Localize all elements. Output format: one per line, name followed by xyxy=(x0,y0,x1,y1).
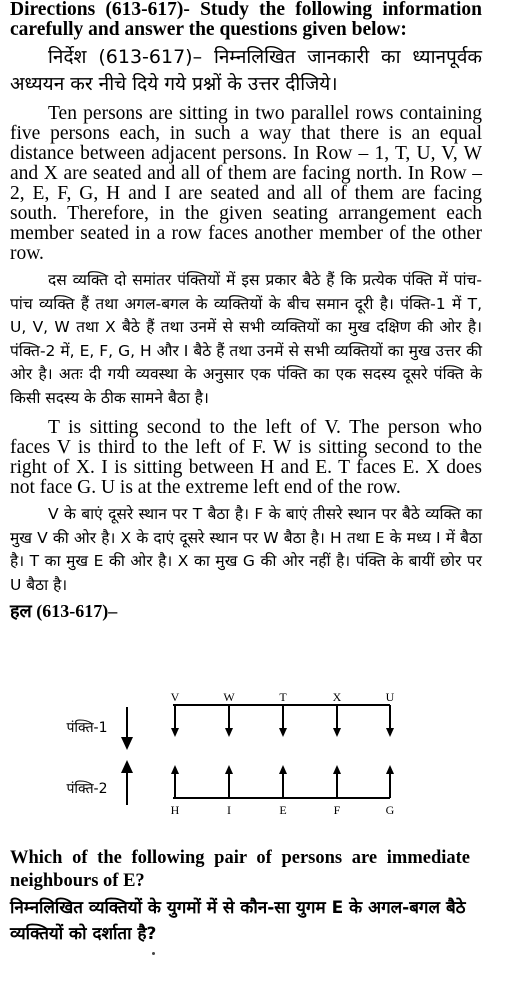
row-1-person-label: V xyxy=(170,690,180,704)
row-2-seat xyxy=(333,765,341,817)
solution-label: हल (613-617)– xyxy=(10,601,118,621)
row-1-indicator-arrow xyxy=(121,707,133,750)
row-1-person-label: T xyxy=(279,690,287,704)
arrow-up-head xyxy=(225,765,233,774)
row-1-seat xyxy=(386,690,395,737)
arrow-up-head xyxy=(386,765,394,774)
row-1-person-label: U xyxy=(385,690,395,704)
row-2-person-label: F xyxy=(333,803,341,817)
row-2-person-label: I xyxy=(227,803,231,817)
arrow-up-head xyxy=(171,765,179,774)
paragraph-2-english: T is sitting second to the left of V. The person who faces V is third to the left of F. W is sitting second to the right of X. I is sitting between H and E. T faces E. X does not face G. U is at the extreme left end of the row. xyxy=(10,417,482,498)
row-2-person-label: E xyxy=(279,803,287,817)
row-2-indicator-arrow xyxy=(121,760,133,805)
directions-hindi: निर्देश (613-617)– निम्नलिखित जानकारी का ध्यानपूर्वक अध्ययन कर नीचे दिये गये प्रश्नों के उत्तर दीजिये। xyxy=(10,46,482,95)
row-1-label: पंक्ति-1 xyxy=(66,720,108,736)
row-1-seat xyxy=(279,690,287,737)
row-2-label: पंक्ति-2 xyxy=(66,781,108,797)
question-hindi: निम्नलिखित व्यक्तियों के युगमों में से कौन-सा युगम E के अगल-बगल बैठे व्यक्तियों को दर्शाता है? xyxy=(10,898,466,944)
row-1-person-label: X xyxy=(332,690,342,704)
row-2-seat xyxy=(386,765,395,817)
paragraph-1-hindi: दस व्यक्ति दो समांतर पंक्तियों में इस प्रकार बैठे हैं कि प्रत्येक पंक्ति में पांच-पांच व्यक्ति हैं तथा अगल-बगल के व्यक्तियों के बीच समान दूरी है। पंक्ति-1 में T, U, V, W तथा X बैठे हैं तथा उनमें से सभी व्यक्तियों का मुख दक्षिण की ओर है। पंक्ति-2 में, E, F, G, H और I बैठे हैं तथा उनमें से सभी व्यक्तियों का मुख उत्तर की ओर है। अतः दी गयी व्यवस्था के अनुसार एक पंक्ति का एक सदस्य दूसरे पंक्ति के किसी सदस्य के ठीक सामने बैठा है। xyxy=(10,271,482,407)
paragraph-2-hindi: V के बाएं दूसरे स्थान पर T बैठा है। F के बाएं तीसरे स्थान पर बैठे व्यक्ति का मुख V की ओर है। X के दाएं दूसरे स्थान पर W बैठा है। H तथा E के मध्य I में बैठा है। T का मुख E की ओर है। X का मुख G की ओर नहीं है। पंक्ति के बायीं छोर पर U बैठा है। xyxy=(10,505,482,594)
directions-english: Directions (613-617)- Study the following information carefully and answer the questions given below: xyxy=(10,0,482,40)
row-2-person-label: G xyxy=(385,803,395,817)
row-1-seat xyxy=(223,690,235,737)
seating-diagram xyxy=(0,690,430,830)
row-1-person-label: W xyxy=(223,690,235,704)
row-2-seat xyxy=(225,765,233,817)
arrow-down-head xyxy=(279,728,287,737)
arrow-down-head xyxy=(333,728,341,737)
arrow-up-head xyxy=(333,765,341,774)
row-2-seat xyxy=(279,765,287,817)
question-english: Which of the following pair of persons are immediate neighbours of E? xyxy=(10,848,470,891)
arrow-down-head xyxy=(386,728,394,737)
arrow-down-head xyxy=(225,728,233,737)
arrow-up-head xyxy=(279,765,287,774)
row-2-seat xyxy=(171,765,180,817)
paragraph-1-english: Ten persons are sitting in two parallel rows containing five persons each, in such a way that there is an equal distance between adjacent persons. In Row – 1, T, U, V, W and X are seated and all of them are facing north. In Row – 2, E, F, G, H and I are seated and all of them are facing south. Therefore, in the given seating arrangement each member seated in a row faces another member of the other row. xyxy=(10,103,482,264)
row-1-seat xyxy=(333,690,342,737)
question-block xyxy=(10,847,470,947)
row-1-seat xyxy=(171,690,180,737)
content xyxy=(10,0,482,621)
stray-dot xyxy=(152,952,155,955)
arrow-down-head xyxy=(171,728,179,737)
row-2-person-label: H xyxy=(170,803,180,817)
